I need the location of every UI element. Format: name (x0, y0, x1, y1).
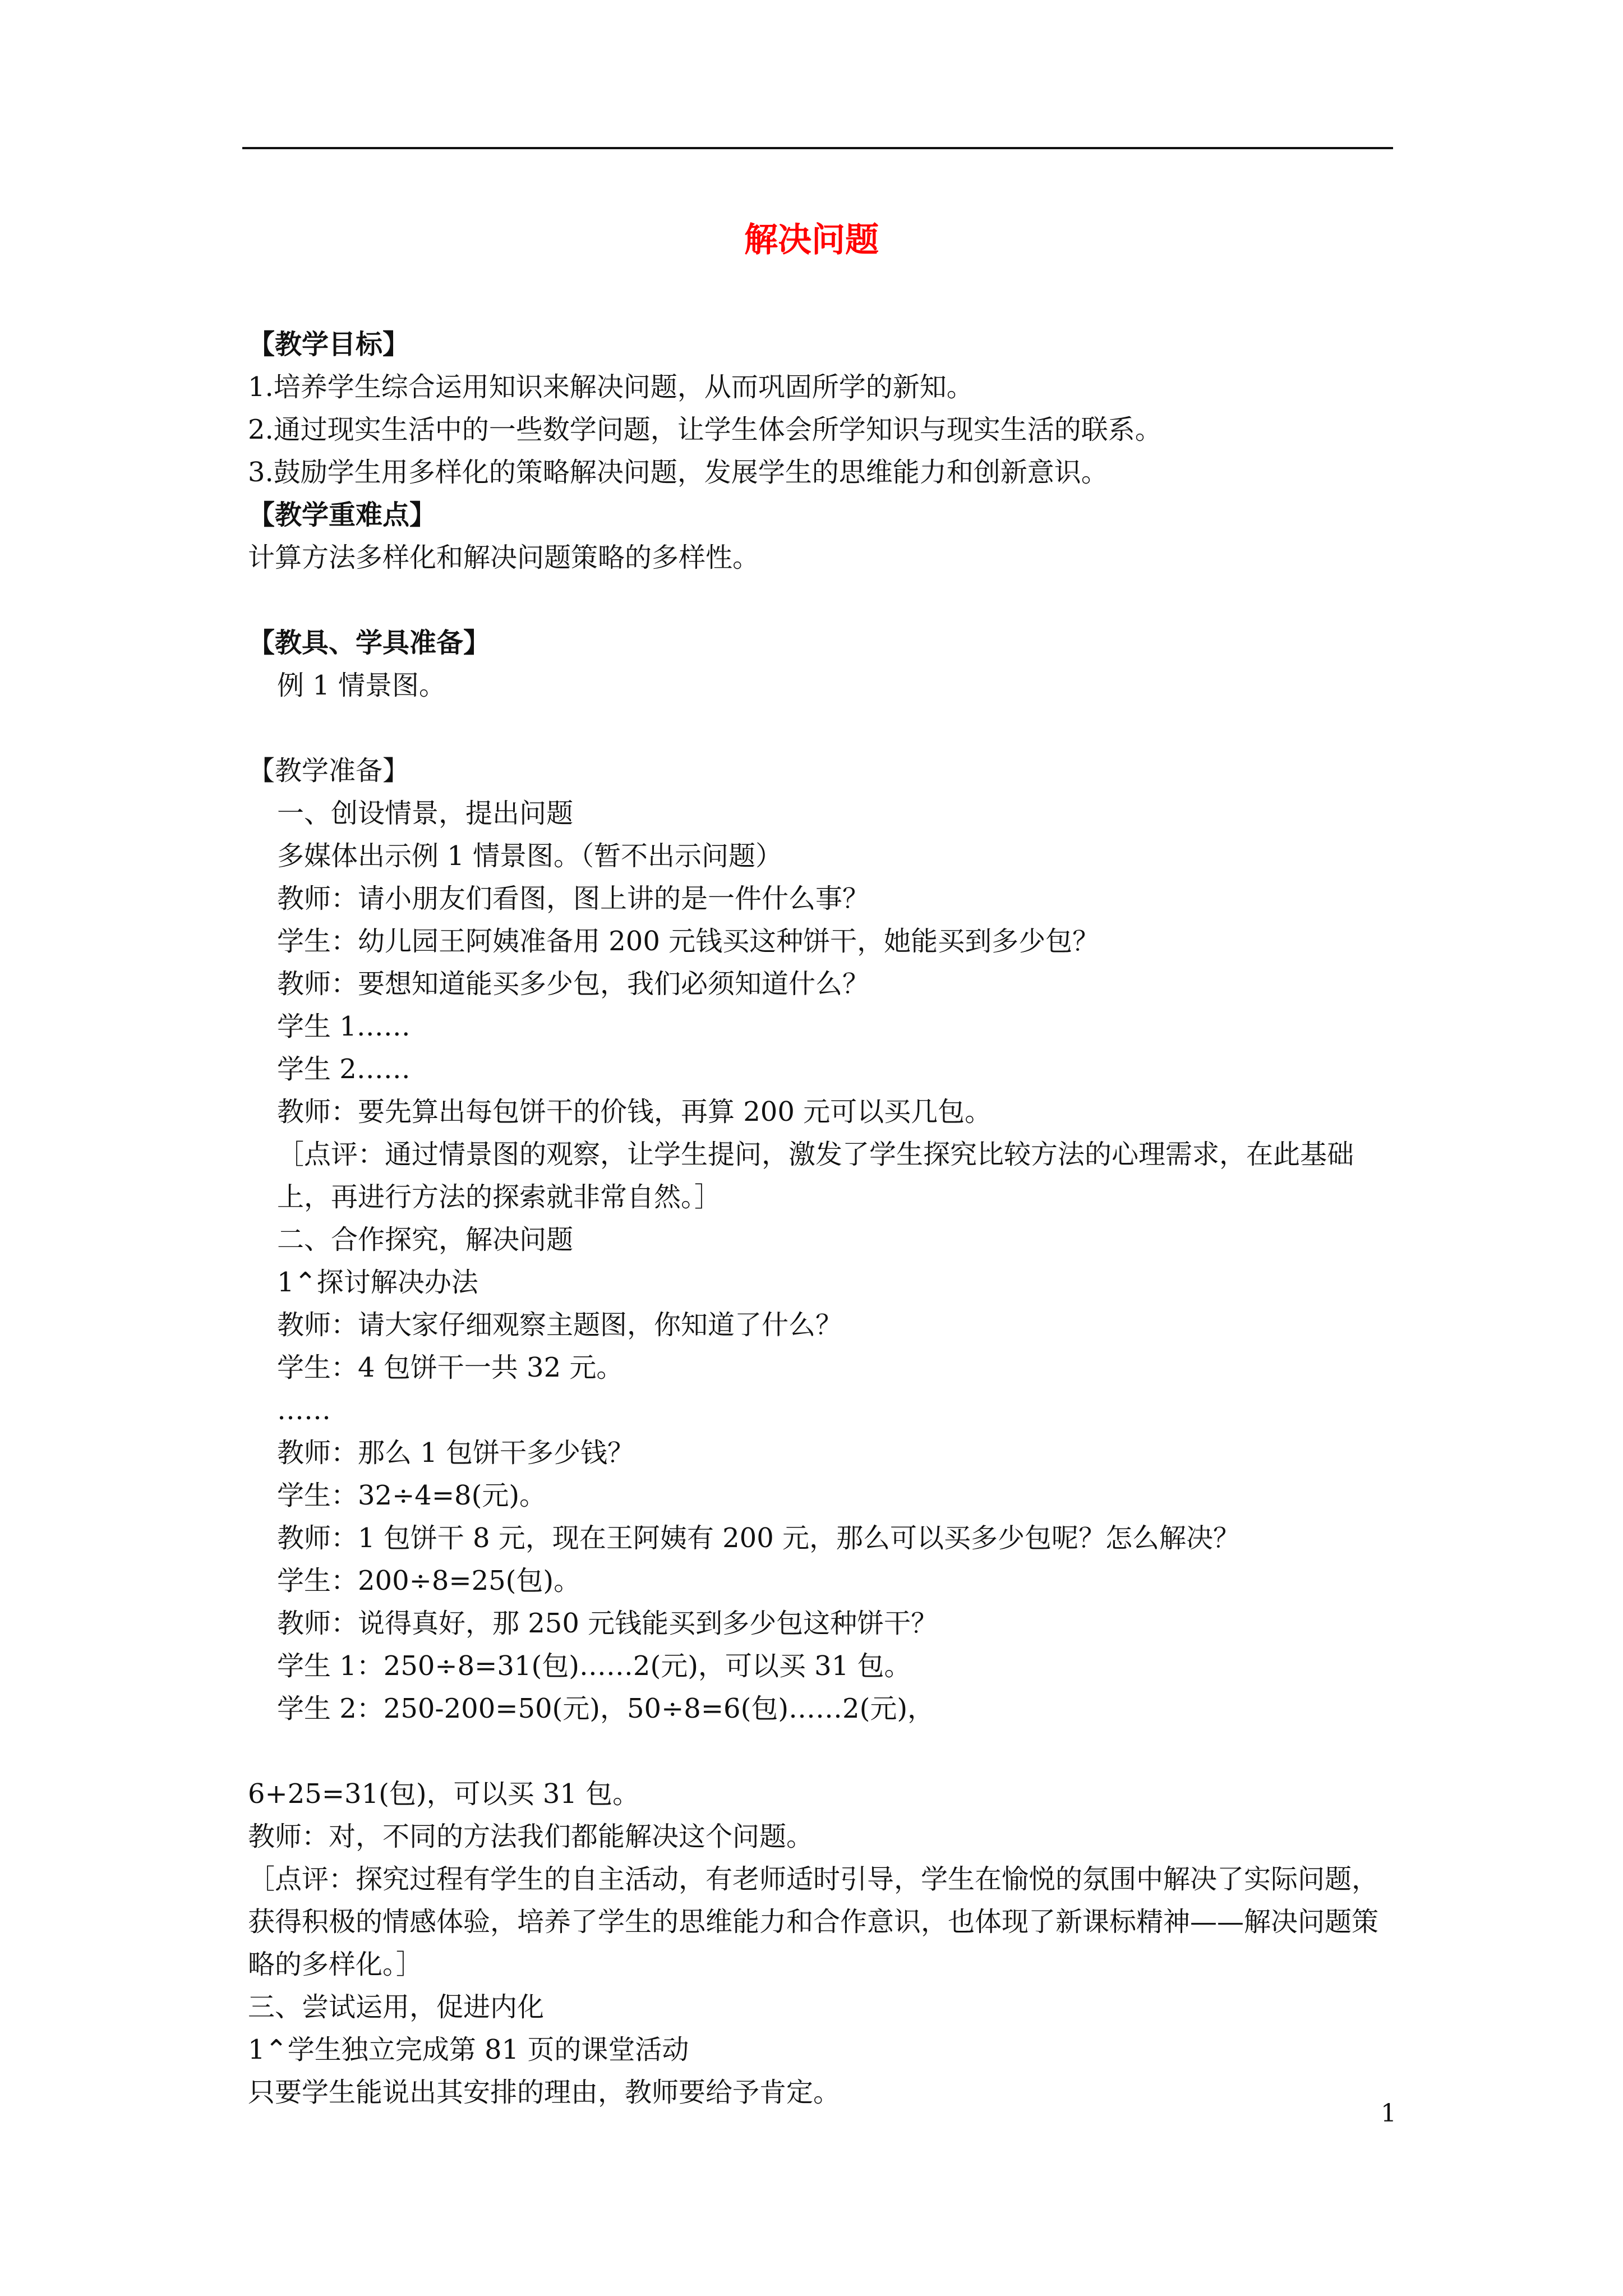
dialogue-line: 学生 1：250÷8=31(包)……2(元)，可以买 31 包。 (277, 1650, 911, 1682)
dialogue-line: 1⌃探讨解决办法 (277, 1267, 478, 1298)
tools-heading: 【教具、学具准备】 (248, 627, 491, 659)
dialogue-line: 教师：请小朋友们看图，图上讲的是一件什么事？ (277, 883, 870, 914)
document-title: 解决问题 (744, 220, 879, 260)
prep-heading: 【教学准备】 (248, 755, 410, 786)
dialogue-line: …… (277, 1395, 331, 1426)
part3-heading: 三、尝试运用，促进内化 (248, 1991, 545, 2023)
tools-text: 例 1 情景图。 (277, 670, 446, 701)
spacer (248, 1730, 1395, 1773)
dialogue-line: 只要学生能说出其安排的理由，教师要给予肯定。 (248, 2077, 841, 2108)
dialogue-line: 6+25=31(包)，可以买 31 包。 (248, 1778, 640, 1810)
dialogue-line: 教师：那么 1 包饼干多少钱？ (277, 1437, 635, 1469)
spacer (248, 579, 1395, 622)
part1-heading: 一、创设情景，提出问题 (277, 798, 574, 829)
spacer (248, 707, 1395, 749)
dialogue-line: 学生：幼儿园王阿姨准备用 200 元钱买这种饼干，她能买到多少包？ (277, 926, 1100, 957)
dialogue-line: 教师：请大家仔细观察主题图，你知道了什么？ (277, 1309, 843, 1341)
header-rule (242, 147, 1393, 149)
dialogue-line: 教师：1 包饼干 8 元，现在王阿姨有 200 元，那么可以买多少包呢？怎么解决？ (277, 1522, 1240, 1554)
document-body (248, 323, 1395, 2114)
dialogue-line: 学生 2：250-200=50(元)，50÷8=6(包)……2(元)， (277, 1693, 935, 1724)
dialogue-line: 学生 1…… (277, 1011, 411, 1042)
dialogue-line: 学生：4 包饼干一共 32 元。 (277, 1352, 624, 1383)
dialogue-line: 学生：200÷8=25(包)。 (277, 1565, 581, 1596)
objectives-heading: 【教学目标】 (248, 329, 410, 360)
part1-comment: ［点评：通过情景图的观察，让学生提问，激发了学生探究比较方法的心理需求，在此基础上，再进行方法的探索就非常自然。］ (277, 1139, 1354, 1213)
part2-heading: 二、合作探究，解决问题 (277, 1224, 574, 1255)
dialogue-line: 教师：要想知道能买多少包，我们必须知道什么？ (277, 968, 870, 1000)
dialogue-line: 教师：对，不同的方法我们都能解决这个问题。 (248, 1821, 814, 1852)
objective-item: 3.鼓励学生用多样化的策略解决问题，发展学生的思维能力和创新意识。 (248, 457, 1108, 488)
part2-comment: ［点评：探究过程有学生的自主活动，有老师适时引导，学生在愉悦的氛围中解决了实际问题，获得积极的情感体验，培养了学生的思维能力和合作意识，也体现了新课标精神——解决问题策略的多样化。］ (248, 1864, 1379, 1980)
dialogue-line: 多媒体出示例 1 情景图。（暂不出示问题） (277, 840, 783, 872)
objective-item: 1.培养学生综合运用知识来解决问题，从而巩固所学的新知。 (248, 371, 974, 403)
key-points-text: 计算方法多样化和解决问题策略的多样性。 (248, 542, 760, 573)
dialogue-line: 教师：说得真好，那 250 元钱能买到多少包这种饼干？ (277, 1608, 938, 1639)
dialogue-line: 教师：要先算出每包饼干的价钱，再算 200 元可以买几包。 (277, 1096, 992, 1128)
dialogue-line: 学生 2…… (277, 1053, 411, 1085)
key-points-heading: 【教学重难点】 (248, 499, 437, 531)
dialogue-line: 1⌃学生独立完成第 81 页的课堂活动 (248, 2034, 689, 2065)
objective-item: 2.通过现实生活中的一些数学问题，让学生体会所学知识与现实生活的联系。 (248, 414, 1162, 445)
page-number: 1 (1381, 2099, 1396, 2128)
dialogue-line: 学生：32÷4=8(元)。 (277, 1480, 547, 1511)
